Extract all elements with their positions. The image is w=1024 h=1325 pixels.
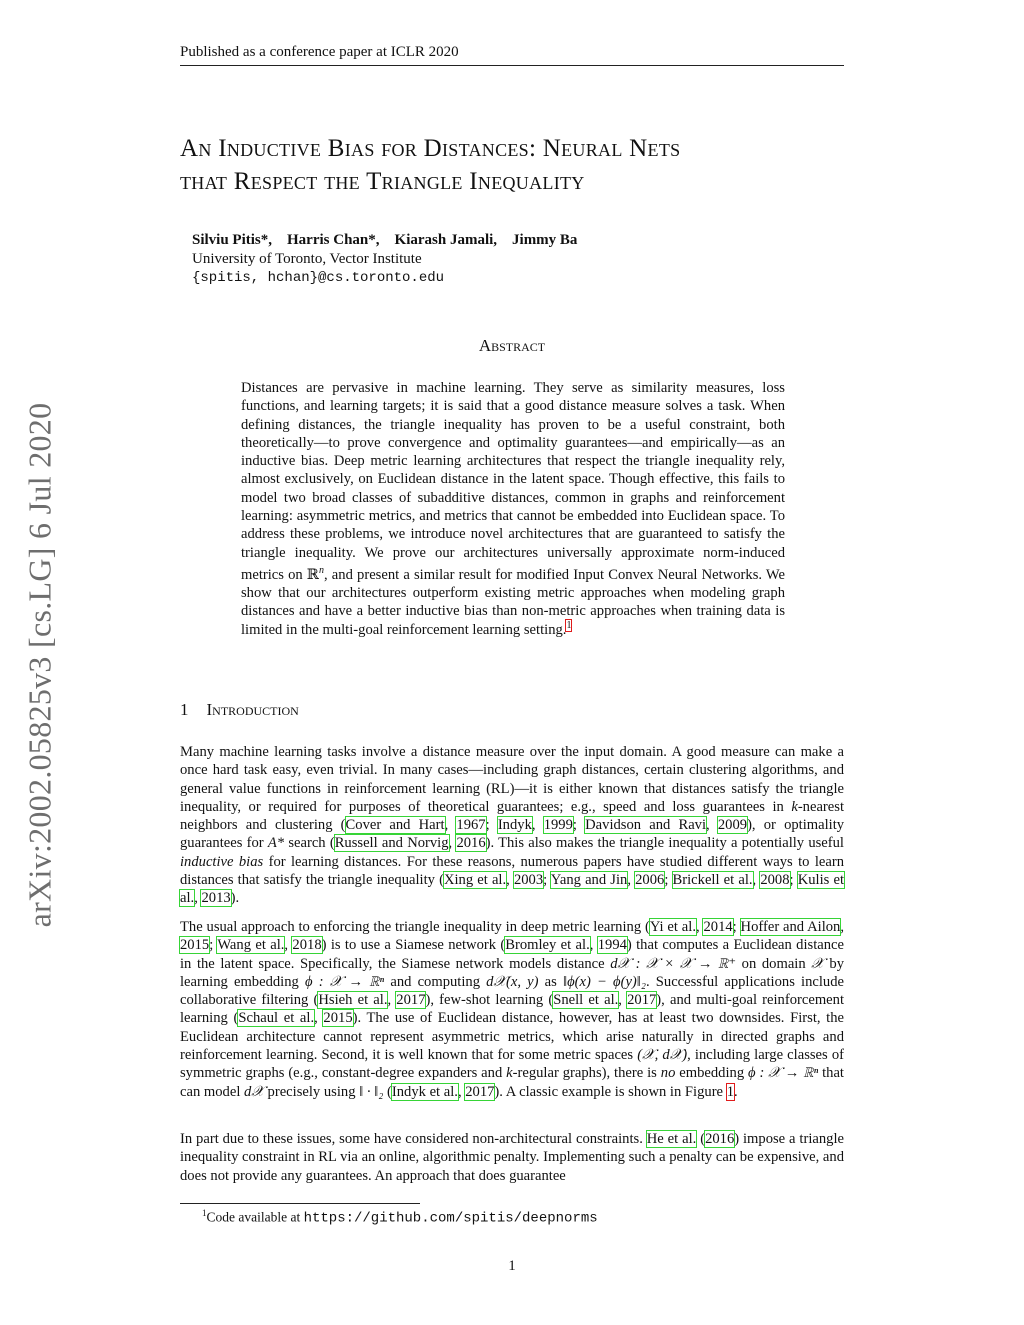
- math: ‖ · ‖₂: [359, 1083, 384, 1100]
- citation-link[interactable]: Yi et al.: [649, 919, 696, 935]
- abstract-sup-n: n: [319, 564, 324, 576]
- citation-link[interactable]: Hsieh et al.: [318, 992, 388, 1009]
- text: ,: [695, 919, 704, 935]
- text: ,: [840, 919, 844, 935]
- text: (: [383, 1083, 392, 1100]
- text: ,: [627, 872, 636, 889]
- citation-link[interactable]: 2013: [201, 890, 231, 907]
- citation-link[interactable]: Bromley et al.: [505, 937, 590, 954]
- footnote-rule: [180, 1203, 420, 1204]
- citation-link[interactable]: Kulis et al.: [180, 872, 845, 907]
- text: ,: [314, 1010, 324, 1027]
- text: ,: [387, 992, 397, 1009]
- math-astar: A*: [267, 835, 285, 852]
- citation-link[interactable]: 2016: [705, 1131, 735, 1147]
- text: embedding: [675, 1065, 749, 1082]
- math: ‖ϕ(x) − ϕ(y)‖₂: [563, 973, 646, 990]
- text: -nearest neighbors and clustering (: [180, 798, 844, 834]
- section-heading-introduction: [180, 700, 299, 720]
- text: The usual approach to enforcing the triangle inequality in deep metric learning (: [180, 919, 650, 935]
- math: d𝒳: [244, 1083, 264, 1100]
- section-number: 1: [180, 700, 189, 719]
- math: ϕ : 𝒳 → ℝⁿ: [305, 973, 385, 990]
- author-names: Silviu Pitis*, Harris Chan*, Kiarash Jamali, Jimmy Ba: [192, 232, 578, 248]
- citation-link[interactable]: Indyk: [497, 817, 532, 834]
- abstract-text: [241, 379, 785, 639]
- citation-link[interactable]: Russell and Norvig: [334, 835, 449, 852]
- math: d𝒳 : 𝒳 × 𝒳 → ℝ⁺: [610, 955, 737, 972]
- citation-link[interactable]: 2017: [627, 992, 657, 1009]
- text: for learning distances. For these reasons, numerous papers have studied different ways to learn distances that satisfy the triangle inequality (: [180, 853, 844, 889]
- footnote-mark: 1: [202, 1208, 207, 1218]
- citation-link[interactable]: Schaul et al.: [238, 1010, 315, 1027]
- text: ) is to use a Siamese network (: [321, 937, 506, 954]
- math: (𝒳, d𝒳): [637, 1047, 688, 1064]
- math-k: k: [791, 798, 798, 815]
- text: ). The use of Euclidean distance, however, has at least two downsides. First, the Euclidean architecture cannot represent asymmetric metrics, which arise naturally in directed graphs and reinforcement learning. Second, it is well known that for some metric spaces: [180, 1010, 845, 1064]
- citation-link[interactable]: Wang et al.: [217, 937, 285, 954]
- citation-link[interactable]: 2003: [513, 872, 544, 889]
- text: (: [696, 1131, 706, 1147]
- title-line-1: An Inductive Bias for Distances: Neural Nets: [180, 135, 681, 162]
- text: ,: [194, 890, 202, 907]
- footnote: [202, 1208, 598, 1227]
- text: ), or optimality guarantees for: [180, 817, 845, 852]
- text: ,: [752, 872, 761, 889]
- text: ), and multi-goal reinforcement learning (: [180, 992, 845, 1027]
- intro-paragraph-3: [180, 1130, 844, 1185]
- citation-link[interactable]: 2008: [760, 872, 790, 889]
- text: ;: [789, 872, 798, 889]
- citation-link[interactable]: Hoffer and Ailon: [740, 919, 841, 935]
- text: ,: [706, 817, 718, 834]
- math: ϕ : 𝒳 → ℝⁿ: [748, 1065, 819, 1082]
- citation-link[interactable]: 1967: [456, 817, 486, 834]
- text: ,: [531, 817, 544, 834]
- author-block: [192, 231, 577, 288]
- text: ,: [506, 872, 514, 889]
- math: d𝒳(x, y): [486, 973, 539, 990]
- emphasis: inductive bias: [180, 853, 264, 870]
- citation-link[interactable]: 2018: [292, 937, 322, 954]
- text: ) that computes a Euclidean distance in the latent space. Specifically, the Siamese network models distance: [180, 937, 844, 972]
- abstract-part-1: Distances are pervasive in machine learning. They serve as similarity measures, loss functions, and learning targets; it is said that a good distance measure solves a task. When defining distances, the triangle inequality has proven to be a useful constraint, both theoretically—to prove convergence and optimality guarantees—and empirically—as an inductive bias. Deep metric learning architectures that respect the triangle inequality rely, almost exclusively, on Euclidean distance in the latent space. Though effective, this fails to model two broad classes of subadditive distances, common in graphs and reinforcement learning: asymmetric metrics, and metrics that cannot be embedded into Euclidean space. To address these problems, we introduce novel architectures that are guaranteed to satisfy the triangle inequality. We prove our architectures universally approximate norm-induced metrics on ℝ: [241, 380, 785, 583]
- citation-link[interactable]: 1994: [597, 937, 627, 954]
- text: ,: [444, 817, 457, 834]
- text: In part due to these issues, some have considered non-architectural constraints.: [180, 1131, 647, 1147]
- paper-title: [180, 132, 880, 198]
- header-rule: [180, 65, 844, 66]
- citation-link[interactable]: 2006: [635, 872, 665, 889]
- title-line-2: that Respect the Triangle Inequality: [180, 168, 585, 195]
- math: 𝒳: [811, 955, 824, 972]
- text: search (: [284, 835, 335, 852]
- text: ,: [284, 937, 293, 954]
- citation-link[interactable]: 2014: [703, 919, 733, 935]
- citation-link[interactable]: Cover and Hart: [345, 817, 445, 834]
- text: ,: [448, 835, 457, 852]
- text: precisely using: [263, 1083, 360, 1100]
- text: by learning embedding: [180, 955, 844, 990]
- section-title: Introduction: [206, 700, 299, 719]
- text: and computing: [384, 973, 487, 990]
- citation-link[interactable]: Brickell et al.: [672, 872, 753, 889]
- text: ,: [457, 1083, 466, 1100]
- citation-link[interactable]: 2016: [456, 835, 486, 852]
- text: as: [538, 973, 564, 990]
- page-number: 1: [508, 1258, 516, 1274]
- text: ). This also makes the triangle inequality a potentially useful: [485, 835, 844, 852]
- citation-link[interactable]: 1999: [543, 817, 573, 834]
- text: ;: [572, 817, 586, 834]
- text: ;: [543, 872, 551, 889]
- footnote-ref-link[interactable]: 1: [566, 619, 572, 631]
- intro-paragraph-2: [180, 918, 844, 1101]
- text: ;: [485, 817, 498, 834]
- text: ) impose a triangle inequality constraint in RL via an online, algorithmic penalty. Implementing such a penalty can be expensive, and does not provide any guarantees. An approach that does guarantee: [180, 1131, 845, 1184]
- text: . Successful applications include collaborative filtering (: [180, 973, 844, 1009]
- text: Many machine learning tasks involve a distance measure over the input domain. A good measure can make a once hard task easy, even trivial. In many cases—including graph distances, certain clustering algorithms, and general value functions in reinforcement learning (RL)—it is either known that distances satisfy the triangle inequality, or required for purposes of theoretical guarantees; e.g., speed and loss guarantees in: [180, 744, 844, 815]
- author-email: {spitis, hchan}@cs.toronto.edu: [192, 270, 445, 286]
- arxiv-stamp-text: arXiv:2002.05825v3 [cs.LG] 6 Jul 2020: [21, 402, 58, 928]
- text: .: [733, 1083, 738, 1100]
- math-k: k: [506, 1065, 513, 1082]
- text: -regular graphs), there is: [512, 1065, 661, 1082]
- text: ;: [732, 919, 741, 935]
- abstract-part-2: , and present a similar result for modified Input Convex Neural Networks. We show that our architectures outperform existing metric approaches when modeling graph distances and have a better inductive bias than non-metric approaches when training data is limited in the multi-goal reinforcement learning setting.: [241, 566, 785, 638]
- citation-link[interactable]: Indyk et al.: [391, 1083, 458, 1100]
- abstract-heading: Abstract: [478, 336, 546, 355]
- text: that can model: [180, 1065, 844, 1100]
- text: ). A classic example is shown in Figure: [494, 1083, 727, 1100]
- citation-link[interactable]: 2015: [323, 1010, 353, 1027]
- citation-link[interactable]: He et al.: [646, 1131, 697, 1147]
- citation-link[interactable]: 2009: [717, 817, 748, 834]
- citation-link[interactable]: Xing et al.: [443, 872, 507, 889]
- text: ).: [230, 890, 240, 907]
- figure-ref-link[interactable]: 1: [726, 1083, 734, 1100]
- emphasis: no: [660, 1065, 676, 1082]
- text: on domain: [736, 955, 812, 972]
- citation-link[interactable]: Yang and Jin: [550, 872, 628, 889]
- intro-paragraph-1: [180, 743, 844, 908]
- footnote-url-link[interactable]: https://github.com/spitis/deepnorms: [303, 1210, 598, 1227]
- text: ,: [618, 992, 628, 1009]
- text: ;: [209, 937, 218, 954]
- running-header: Published as a conference paper at ICLR 2020: [180, 44, 459, 60]
- text: , including large classes of symmetric graphs (e.g., constant-degree expanders and: [180, 1047, 844, 1082]
- affiliation: University of Toronto, Vector Institute: [192, 251, 422, 267]
- citation-link[interactable]: Davidson and Ravi: [585, 817, 707, 834]
- citation-link[interactable]: 2017: [396, 992, 426, 1009]
- text: ,: [589, 937, 598, 954]
- text: ;: [664, 872, 673, 889]
- citation-link[interactable]: Snell et al.: [553, 992, 619, 1009]
- footnote-text: Code available at: [206, 1209, 304, 1225]
- citation-link[interactable]: 2017: [465, 1083, 495, 1100]
- arxiv-stamp: [10, 375, 70, 955]
- text: ), few-shot learning (: [425, 992, 554, 1009]
- citation-link[interactable]: 2015: [180, 937, 210, 954]
